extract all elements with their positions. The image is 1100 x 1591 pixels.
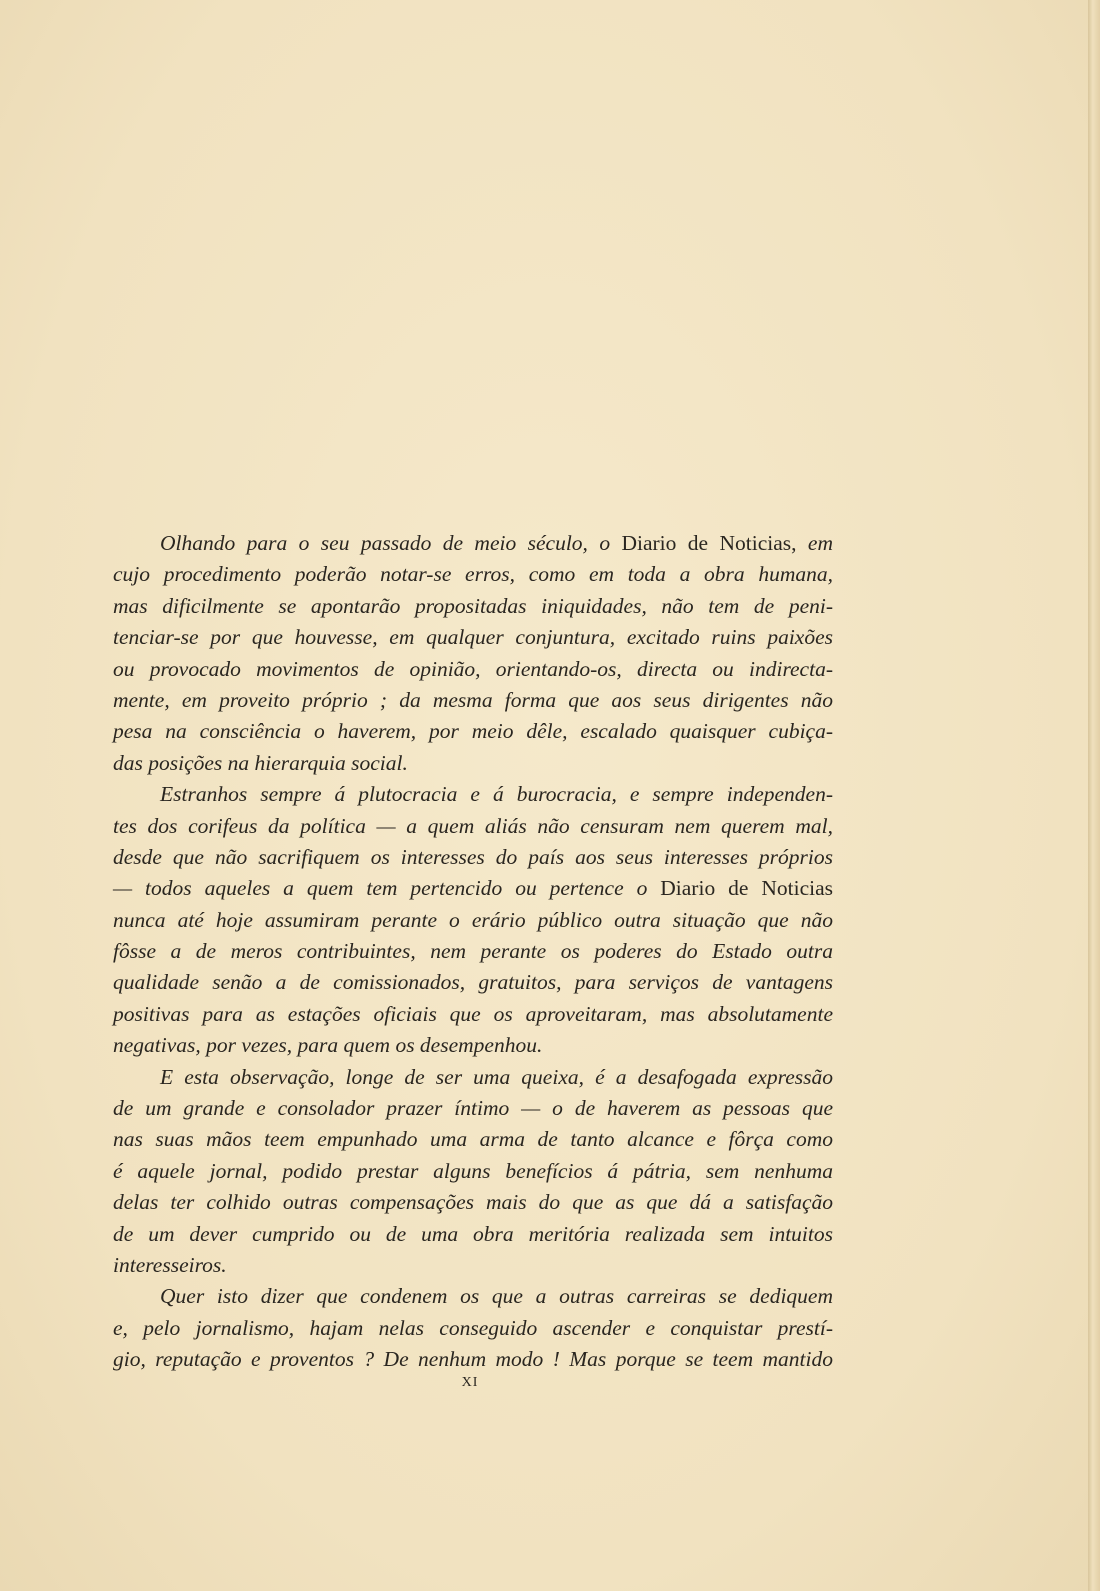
text-segment: e, pelo jornalismo, hajam nelas conseguido ascender e conquistar prestí- [113,1315,833,1340]
text-segment: E esta observação, longe de ser uma queixa, é a desafogada expressão [160,1064,833,1089]
page-edge [1088,0,1100,1591]
text-segment: tes dos corifeus da política — a quem aliás não censuram nem querem mal, [113,813,833,838]
text-line [113,654,833,685]
text-line [113,936,833,967]
text-segment: é aquele jornal, podido prestar alguns benefícios á pátria, sem nenhuma [113,1158,833,1183]
text-line [113,1250,833,1281]
text-segment: de um grande e consolador prazer íntimo — o de haverem as pessoas que [113,1096,833,1121]
text-line [113,905,833,936]
text-line [113,685,833,716]
text-line [113,967,833,998]
text-line [113,1344,833,1375]
text-segment: nunca até hoje assumiram perante o erário público outra situação que não [113,907,833,932]
text-line [113,1313,833,1344]
text-segment: gio, reputação e proventos ? De nenhum modo ! Mas porque se teem mantido [113,1347,833,1372]
text-line [113,528,833,559]
text-line [113,1093,833,1124]
body-text [113,528,833,1376]
text-line [113,716,833,747]
text-segment: cujo procedimento poderão notar-se erros, como em toda a obra humana, [113,562,833,587]
text-line [113,842,833,873]
text-segment: de um dever cumprido ou de uma obra meritória realizada sem intuitos [113,1221,833,1246]
text-segment: interesseiros. [113,1252,227,1277]
text-segment: mas dificilmente se apontarão propositadas iniquidades, não tem de peni- [113,593,833,618]
text-line [113,999,833,1030]
text-line [113,622,833,653]
text-segment: Olhando para o seu passado de meio século, o [160,531,622,555]
text-segment: qualidade senão a de comissionados, gratuitos, para serviços de vantagens [113,970,833,995]
text-line [113,1124,833,1155]
text-line [113,811,833,842]
newspaper-name: Diario de Noticias, [621,531,797,555]
text-segment: nas suas mãos teem empunhado uma arma de tanto alcance e fôrça como [113,1127,833,1152]
text-line [113,873,833,904]
text-segment: em [796,531,833,555]
text-segment: delas ter colhido outras compensações mais do que as que dá a satisfação [113,1190,833,1215]
text-segment: das posições na hierarquia social. [113,750,408,775]
text-line [113,591,833,622]
newspaper-name: Diario de Noticias [660,876,833,901]
text-segment: tenciar-se por que houvesse, em qualquer conjuntura, excitado ruins paixões [113,625,833,650]
text-segment: Estranhos sempre á plutocracia e á burocracia, e sempre independen- [160,782,833,807]
text-line [113,559,833,590]
text-line [113,748,833,779]
text-segment: desde que não sacrifiquem os interesses do país aos seus interesses próprios [113,844,833,869]
text-segment: — todos aqueles a quem tem pertencido ou pertence o [113,876,661,901]
text-segment: ou provocado movimentos de opinião, orientando-os, directa ou indirecta- [113,656,833,681]
text-segment: Quer isto dizer que condenem os que a outras carreiras se dediquem [160,1284,833,1309]
text-segment: positivas para as estações oficiais que os aproveitaram, mas absolutamente [113,1001,833,1026]
text-line [113,1187,833,1218]
text-segment: fôsse a de meros contribuintes, nem perante os poderes do Estado outra [113,939,833,964]
text-line [113,1156,833,1187]
text-line [113,1219,833,1250]
text-segment: pesa na consciência o haverem, por meio dêle, escalado quaisquer cubiça- [113,719,833,744]
text-line [113,1030,833,1061]
text-segment: negativas, por vezes, para quem os desempenhou. [113,1033,543,1058]
text-line [113,779,833,810]
page-number: XI [461,1375,479,1390]
text-line [113,1062,833,1093]
text-segment: mente, em proveito próprio ; da mesma forma que aos seus dirigentes não [113,687,833,712]
text-line [113,1281,833,1312]
